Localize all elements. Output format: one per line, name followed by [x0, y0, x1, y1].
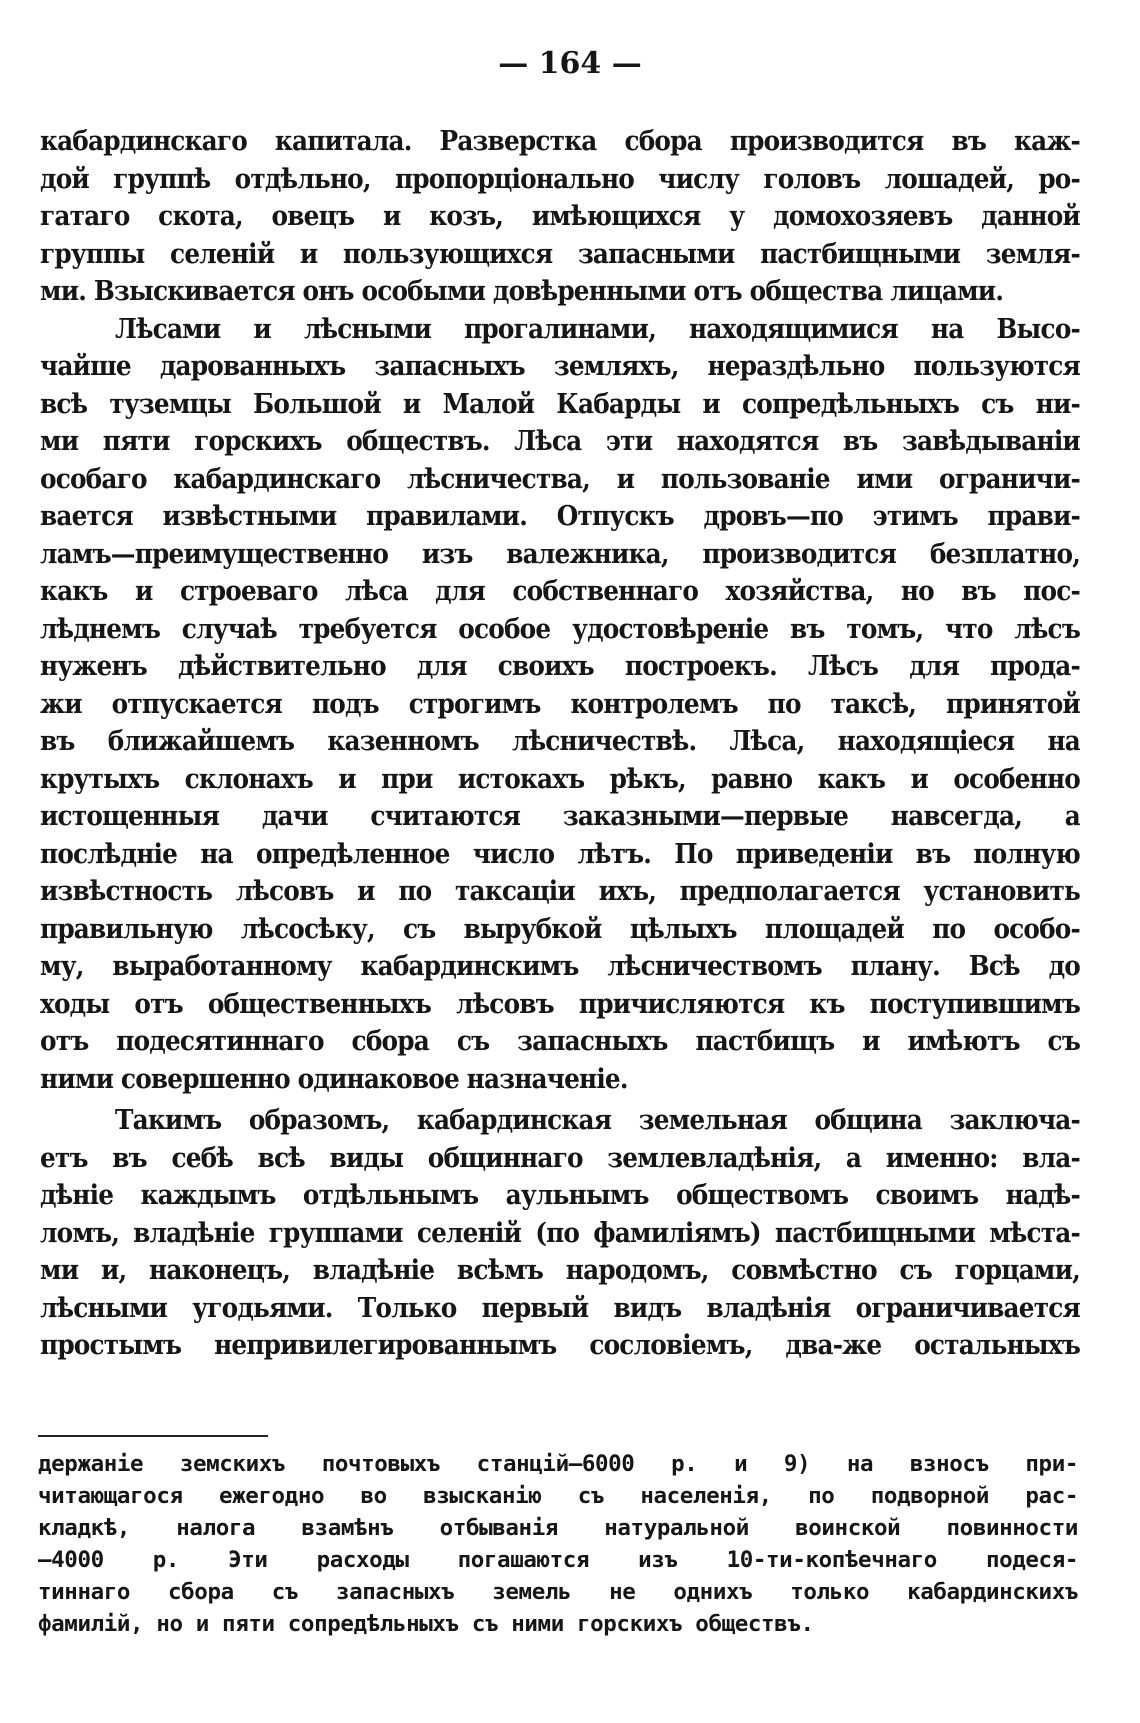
text-line: группы селеній и пользующихся запасными пастбищными земля- [40, 237, 1080, 270]
text-line: ходы отъ общественныхъ лѣсовъ причисляются къ поступившимъ [40, 987, 1080, 1020]
footnote-line: фамилій, но и пяти сопредѣльныхъ съ ними горскихъ обществъ. [38, 1611, 814, 1637]
text-line: ми и, наконецъ, владѣніе всѣмъ народомъ, совмѣстно съ горцами, [40, 1254, 1080, 1286]
page-number: — 164 — [498, 46, 642, 81]
text-line: Лѣсами и лѣсными прогалинами, находящимися на Высо- [115, 312, 1080, 345]
text-line: му, выработанному кабардинскимъ лѣсничествомъ плану. Всѣ до [40, 950, 1080, 982]
text-line: истощенныя дачи считаются заказными—первые навсегда, а [40, 800, 1080, 832]
text-line: жи отпускается подъ строгимъ контролемъ по таксѣ, принятой [40, 687, 1080, 720]
text-line: ними совершенно одинаковое назначеніе. [40, 1062, 628, 1095]
text-line: гатаго скота, овецъ и козъ, имѣющихся у домохозяевъ данной [40, 200, 1080, 232]
text-line: Такимъ образомъ, кабардинская земельная община заключа- [115, 1104, 1080, 1136]
text-line: вается извѣстными правилами. Отпускъ дровъ—по этимъ прави- [40, 500, 1080, 532]
text-line: дой группѣ отдѣльно, пропорціонально числу головъ лошадей, ро- [40, 162, 1080, 195]
text-line: етъ въ себѣ всѣ виды общиннаго землевладѣнія, а именно: вла- [40, 1141, 1080, 1174]
footnote-line: держаніе земскихъ почтовыхъ станцій—6000 р. и 9) на взносъ при- [38, 1451, 1078, 1477]
footnote [38, 1448, 1078, 1640]
text-line: кабардинскаго капитала. Разверстка сбора производится въ каж- [40, 125, 1080, 157]
text-line: какъ и строеваго лѣса для собственнаго хозяйства, но въ пос- [40, 575, 1080, 607]
text-line: ламъ—преимущественно изъ валежника, производится безплатно, [40, 537, 1080, 570]
footnote-line: —4000 р. Эти расходы погашаются изъ 10-ти-копѣечнаго подеся- [38, 1547, 1078, 1573]
text-line: послѣдніе на опредѣленное число лѣтъ. По приведеніи въ полную [40, 837, 1080, 870]
text-line: отъ подесятиннаго сбора съ запасныхъ пастбищъ и имѣютъ съ [40, 1025, 1080, 1057]
text-line: ми пяти горскихъ обществъ. Лѣса эти находятся въ завѣдываніи [40, 425, 1080, 457]
text-line: всѣ туземцы Большой и Малой Кабарды и сопредѣльныхъ съ ни- [40, 387, 1080, 420]
paragraph-2 [40, 311, 1080, 1099]
text-line: правильную лѣсосѣку, съ вырубкой цѣлыхъ площадей по особо- [40, 912, 1080, 945]
text-line: простымъ непривилегированнымъ сословіемъ, два-же остальныхъ [40, 1329, 1080, 1361]
text-line: въ ближайшемъ казенномъ лѣсничествѣ. Лѣса, находящіеся на [40, 725, 1080, 757]
body-text [40, 123, 1080, 1365]
text-line: дѣніе каждымъ отдѣльнымъ аульнымъ обществомъ своимъ надѣ- [40, 1179, 1080, 1211]
footnote-line: кладкѣ, налога взамѣнъ отбыванія натуральной воинской повинности [38, 1515, 1078, 1541]
text-line: крутыхъ склонахъ и при истокахъ рѣкъ, равно какъ и особенно [40, 762, 1080, 795]
paragraph-3 [40, 1102, 1080, 1365]
footnote-line: читающагося ежегодно во взысканію съ населенія, по подворной рас- [38, 1483, 1078, 1509]
text-line: ломъ, владѣніе группами селеній (по фамиліямъ) пастбищными мѣста- [40, 1216, 1080, 1249]
text-line: особаго кабардинскаго лѣсничества, и пользованіе ими ограничи- [40, 462, 1080, 495]
text-line: лѣднемъ случаѣ требуется особое удостовѣреніе въ томъ, что лѣсъ [40, 612, 1080, 645]
paragraph-1 [40, 123, 1080, 311]
text-line: ми. Взыскивается онъ особыми довѣренными отъ общества лицами. [40, 275, 1004, 307]
footnote-line: тиннаго сбора съ запасныхъ земель не однихъ только кабардинскихъ [38, 1579, 1078, 1605]
text-line: нуженъ дѣйствительно для своихъ построекъ. Лѣсъ для прода- [40, 650, 1080, 682]
footnote-rule [38, 1435, 268, 1437]
text-line: извѣстность лѣсовъ и по таксаціи ихъ, предполагается установить [40, 875, 1080, 907]
text-line: чайше дарованныхъ запасныхъ земляхъ, нераздѣльно пользуются [40, 350, 1080, 382]
text-line: лѣсными угодьями. Только первый видъ владѣнія ограничивается [40, 1291, 1080, 1324]
